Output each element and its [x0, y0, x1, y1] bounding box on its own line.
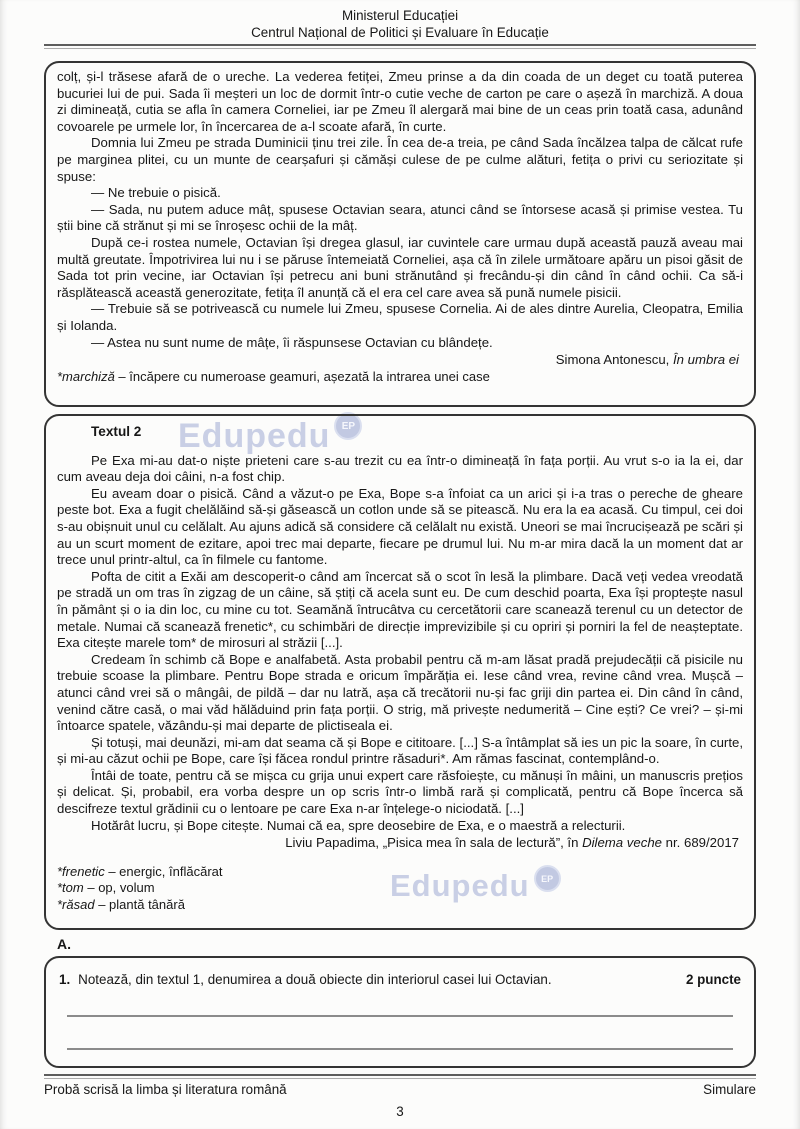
footnote — [57, 897, 743, 914]
footnote-definition: – energic, înflăcărat — [104, 863, 223, 879]
edupedu-watermark-text: Edupedu — [390, 868, 530, 903]
text2-paragraph: Întâi de toate, pentru că se mișca cu grija unui expert care răsfoiește, cu mănuși în mâini, un manuscris prețios și delicat. Și, probabil, era vorba despre un op scris într-o limbă rară și complicată, pentru că Bope încerca să descifreze textul grădinii cu o lentoare pe care Exa n-ar înțelege-o niciodată. [...] — [57, 767, 743, 817]
answer-line — [67, 1015, 733, 1017]
footnote-term: *tom — [57, 880, 84, 896]
question1-box — [44, 956, 756, 1068]
text2-paragraphs — [57, 453, 743, 835]
edupedu-badge-icon: EP — [534, 865, 561, 892]
footnote-term: *răsad — [57, 897, 95, 913]
text2-footnotes — [57, 864, 743, 914]
text1-work-title: În umbra ei — [673, 352, 739, 368]
page-number: 3 — [396, 1104, 404, 1119]
text2-attribution — [57, 835, 739, 852]
footnote-definition: – op, volum — [83, 880, 155, 896]
text2-paragraph: Hotărât lucru, și Bope citește. Numai că ea, spre deosebire de Exa, e o maestră a relecturii. — [91, 817, 626, 833]
footnote — [57, 369, 743, 386]
text1-attribution — [57, 352, 739, 369]
footer-session-type: Simulare — [703, 1082, 756, 1097]
footnote — [57, 880, 743, 897]
text1-footnotes — [57, 369, 743, 386]
footnote-definition: – încăpere cu numeroase geamuri, așezată la intrarea unei case — [114, 368, 490, 384]
text2-author: Liviu Papadima, „Pisica mea în sala de lectură”, în — [285, 835, 583, 851]
question1-row — [59, 971, 741, 988]
question-number: 1. — [59, 972, 71, 987]
text1-paragraphs — [57, 69, 743, 351]
text1-paragraph: Domnia lui Zmeu pe strada Duminicii ținu trei zile. În cea de-a treia, pe când Sada încălzea talpa de călcat rufe pe marginea plitei, cu un munte de cearșafuri și cămăși culese de pe culme alături, fetița o privi cu seriozitate și spuse: — [57, 135, 743, 184]
text2-paragraph: Credeam în schimb că Bope e analfabetă. Asta probabil pentru că m-am lăsat pradă prejudecății că pisicile nu trebuie scoase la plimbare. Pentru Bope strada e oricum împărăția ei. Iese când vrea, revine când vrea. Mușcă – atunci când vrei să o mângâi, de pildă – dar nu latră, așa că trecătorii nu-și fac griji din partea ei. Din când în când, venind către casă, o mai văd hălăduind prin fața porții. O strig, mă privește nedumerită – Cine ești? Ce vrei? – și-mi întoarce spatele, văzându-și mai departe de plictiseala ei. — [57, 651, 743, 734]
text2-issue: nr. 689/2017 — [662, 835, 739, 851]
text2-paragraph: Și totuși, mai deunăzi, mi-am dat seama că și Bope e cititoare. [...] S-a întâmplat să ies un pic la soare, în curte, și mi-au căzut ochii pe Bope, care își făcea rondul printre răsaduri*. Am rămas fascinat, contemplând-o. — [57, 734, 743, 767]
institution-title: Centrul Național de Politici și Evaluare în Educație — [251, 25, 549, 40]
page-header — [0, 0, 800, 41]
text1-box — [44, 61, 756, 407]
edupedu-watermark-text: Edupedu — [178, 417, 331, 455]
text1-paragraph: — Trebuie să se potrivească cu numele lui Zmeu, spusese Cornelia. Ai de ales dintre Aurelia, Cleopatra, Emilia și Iolanda. — [57, 301, 743, 333]
text1-paragraph: — Sada, nu putem aduce mâț, spusese Octavian seara, atunci când se întorsese acasă și primise vestea. Tu știi bine că strănut și mi se înroșesc ochii de la mâț. — [57, 201, 743, 234]
footer-rule — [44, 1074, 756, 1079]
footnote — [57, 864, 743, 881]
section-a-label: A. — [57, 936, 71, 952]
question-points: 2 puncte — [685, 972, 741, 987]
text1-paragraph: După ce-i rostea numele, Octavian își dregea glasul, iar cuvintele care urmau după această pauză aveau mai multă greutate. Împotrivirea lui nu i se păruse întemeiată Corneliei, așa că în zilele următoare apăru un pisoi găsit de Sada tot prin vecine, iar Octavian își petrecu ani buni strănutând și frecându-și din când în când ochii. Ca să-i răsplătească această generozitate, fetița îl anunță că el era cel care avea să pună numele pisicii. — [57, 234, 743, 300]
text2-paragraph: Eu aveam doar o pisică. Când a văzut-o pe Exa, Bope s-a înfoiat ca un arici și i-a tras o pereche de gheare peste bot. Exa a fugit chelălăind să-și găsească un cotlon unde să se pitească. Nu era la ea acasă. Cu timpul, cei doi s-au obișnuit unul cu celălalt. Au ajuns adică să considere că celălalt nu există. Uneori se mai încrucișează pe scări și au un scurt moment de ezitare, apoi trec mai departe, fiecare pe drumul lui. Nu m-ar mira dacă la un moment dat ar trece unul printr-altul, ca în filmele cu fantome. — [57, 485, 743, 568]
header-rule — [44, 44, 756, 49]
answer-line — [67, 1048, 733, 1050]
footnote-definition: – plantă tânără — [94, 897, 185, 913]
edupedu-badge-icon: EP — [334, 412, 362, 440]
text1-paragraph: — Ne trebuie o pisică. — [91, 185, 221, 201]
ministry-title: Ministerul Educației — [341, 8, 459, 23]
footnote-term: *frenetic — [57, 863, 105, 879]
text2-heading: Textul 2 — [91, 424, 142, 439]
text2-paragraph: Pe Exa mi-au dat-o niște prieteni care s-au trezit cu ea într-o dimineață în fața porții. Au vrut s-o ia la ei, dar cum aveau deja doi câini, n-a fost chip. — [57, 452, 743, 485]
footnote-term: *marchiză — [57, 368, 115, 384]
text2-paragraph: Pofta de citit a Exăi am descoperit-o când am încercat să o scot în lesă la plimbare. Dacă veți vedea vreodată pe stradă un om tras în zigzag de un câine, să știți că acela sunt eu. De cum deschid poarta, Exa își proptește nasul în pământ și o ia din loc, cu mine cu tot. Seamănă întrucâtva cu cercetătorii care scanează terenul cu un detector de metale. Numai că scanează frenetic*, cu schimbări de direcție imprevizibile și cu opriri și porniri la fel de neașteptate. Exa citește marele tom* de mirosuri al străzii [...]. — [57, 568, 743, 651]
footer-exam-name: Probă scrisă la limba și literatura română — [44, 1082, 287, 1097]
text1-paragraph: colț, și-l trăsese afară de o ureche. La vederea fetiței, Zmeu prinse a da din coada de un deget cu toată puterea bucuriei lui de pui. Sada îi meșteri un loc de dormit într-o cutie veche de carton pe care o așeză în marchiză. A doua zi dimineață, cutia se afla în camera Corneliei, iar pe Zmeu îl alergară mai bine de un ceas prin toată casa, adunând covoarele pe urmele lor, în încercarea de a-l scoate afară, în curte. — [57, 69, 743, 134]
text1-paragraph: — Astea nu sunt nume de mâțe, îi răspunsese Octavian cu blândețe. — [91, 334, 493, 350]
question-text: Notează, din textul 1, denumirea a două obiecte din interiorul casei lui Octavian. — [78, 972, 552, 987]
text2-box — [44, 414, 756, 930]
page-footer — [44, 1082, 756, 1097]
text1-author: Simona Antonescu, — [555, 352, 674, 368]
text2-publication: Dilema veche — [582, 835, 662, 851]
